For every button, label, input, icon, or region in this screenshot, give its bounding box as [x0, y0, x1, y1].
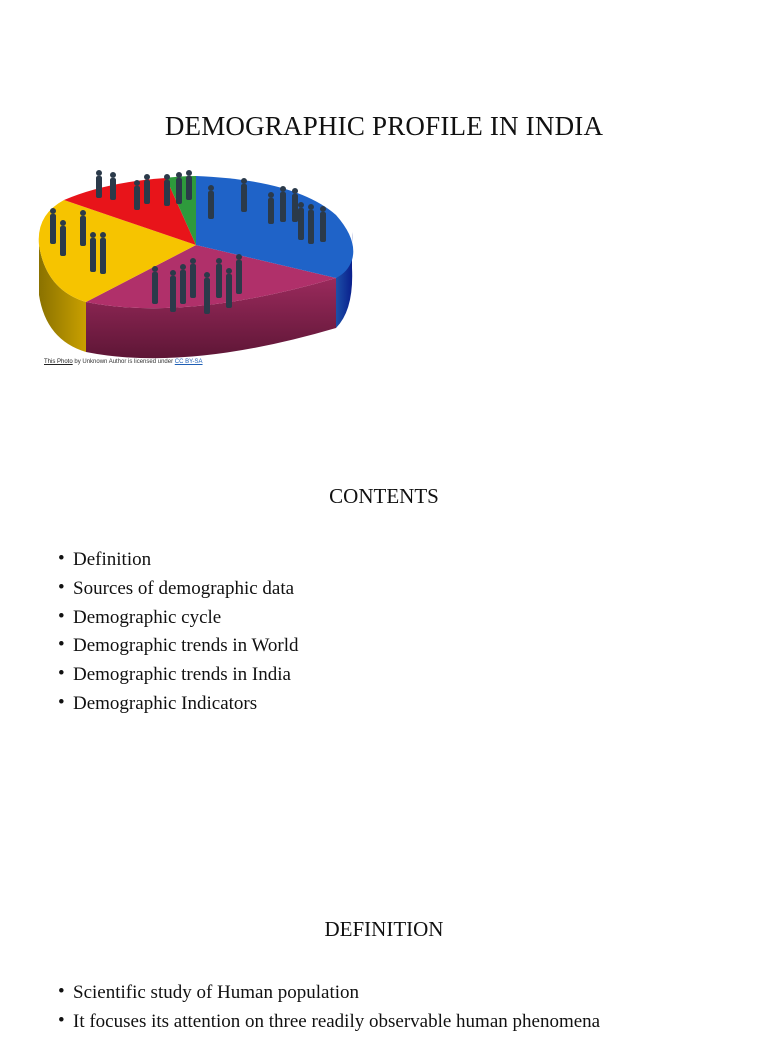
list-item: • Demographic trends in India	[58, 661, 299, 690]
license-link[interactable]: CC BY-SA	[174, 359, 203, 365]
list-item: • Demographic cycle	[58, 604, 299, 633]
list-item: • Definition	[58, 546, 299, 575]
contents-list	[58, 546, 299, 719]
pie-chart-illustration	[36, 160, 356, 365]
slide-title: DEMOGRAPHIC PROFILE IN INDIA	[164, 111, 604, 141]
photo-link[interactable]: This Photo	[44, 359, 73, 365]
list-item: • Scientific study of Human population	[58, 979, 600, 1008]
contents-heading: CONTENTS	[329, 484, 439, 508]
list-item: • Demographic Indicators	[58, 690, 299, 719]
photo-credit	[44, 359, 203, 365]
definition-list	[58, 979, 600, 1037]
list-item: • It focuses its attention on three readily observable human phenomena	[58, 1008, 600, 1037]
definition-heading: DEFINITION	[324, 917, 444, 941]
pie-chart-image	[36, 160, 356, 365]
list-item: • Demographic trends in World	[58, 632, 299, 661]
credit-text: by Unknown Author is licensed under	[72, 359, 175, 365]
list-item: • Sources of demographic data	[58, 575, 299, 604]
